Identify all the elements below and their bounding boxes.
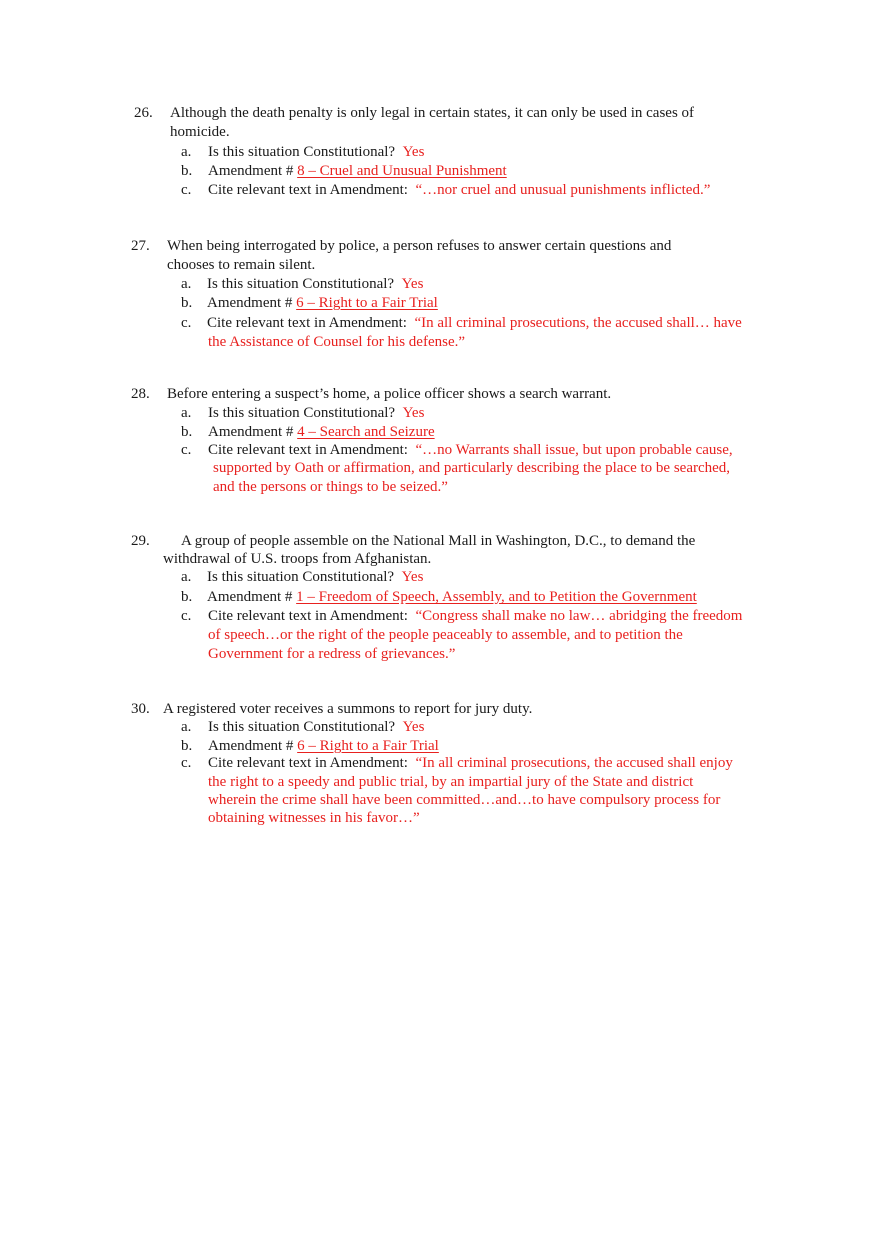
cite-answer-line: the Assistance of Counsel for his defense.” bbox=[208, 334, 466, 350]
item-b bbox=[207, 588, 697, 607]
constitutional-answer: Yes bbox=[401, 569, 424, 585]
cite-answer-line: “In all criminal prosecutions, the accused shall… have bbox=[414, 315, 742, 331]
amendment-answer: 6 – Right to a Fair Trial bbox=[296, 295, 438, 311]
question-text-line: Although the death penalty is only legal in certain states, it can only be used in cases of bbox=[170, 105, 695, 121]
item-b bbox=[207, 294, 438, 313]
cite-answer-line: of speech…or the right of the people peaceably to assemble, and to petition the bbox=[208, 627, 683, 643]
item-c bbox=[207, 314, 742, 333]
item-a-prompt: Is this situation Constitutional? bbox=[207, 569, 395, 585]
question-number: 30. bbox=[131, 701, 150, 717]
item-a-label: a. bbox=[181, 276, 192, 292]
cite-answer-line: “…nor cruel and unusual punishments inflicted.” bbox=[415, 182, 711, 198]
cite-answer-line: “Congress shall make no law… abridging the freedom bbox=[415, 608, 743, 624]
item-b-prompt: Amendment # bbox=[207, 295, 293, 311]
item-c-label: c. bbox=[181, 182, 192, 198]
question-number: 29. bbox=[131, 533, 150, 549]
item-b bbox=[208, 162, 507, 181]
item-b-prompt: Amendment # bbox=[207, 589, 293, 605]
item-a-label: a. bbox=[181, 144, 192, 160]
item-c bbox=[208, 181, 710, 200]
constitutional-answer: Yes bbox=[402, 405, 425, 421]
question-text-line: withdrawal of U.S. troops from Afghanistan. bbox=[163, 551, 432, 567]
item-b-label: b. bbox=[181, 295, 193, 311]
cite-answer-line: and the persons or things to be seized.” bbox=[213, 479, 448, 495]
question-number: 27. bbox=[131, 238, 150, 254]
item-b-label: b. bbox=[181, 424, 193, 440]
item-c-prompt: Cite relevant text in Amendment: bbox=[208, 755, 408, 771]
item-c bbox=[208, 441, 733, 460]
question-text-line: chooses to remain silent. bbox=[167, 257, 316, 273]
constitutional-answer: Yes bbox=[402, 144, 425, 160]
question-number: 28. bbox=[131, 386, 150, 402]
question-text-line: A group of people assemble on the National Mall in Washington, D.C., to demand the bbox=[181, 533, 696, 549]
amendment-answer: 4 – Search and Seizure bbox=[297, 424, 435, 440]
item-c-label: c. bbox=[181, 608, 192, 624]
cite-answer-line: the right to a speedy and public trial, by an impartial jury of the State and district bbox=[208, 774, 694, 790]
item-a-prompt: Is this situation Constitutional? bbox=[208, 144, 396, 160]
item-a-prompt: Is this situation Constitutional? bbox=[208, 719, 396, 735]
cite-answer-line: “In all criminal prosecutions, the accused shall enjoy bbox=[415, 755, 733, 771]
item-a bbox=[207, 568, 423, 587]
item-b-label: b. bbox=[181, 738, 193, 754]
question-text-line: A registered voter receives a summons to report for jury duty. bbox=[163, 701, 533, 717]
cite-answer-line: “…no Warrants shall issue, but upon probable cause, bbox=[415, 442, 733, 458]
item-a bbox=[208, 718, 424, 737]
item-c-prompt: Cite relevant text in Amendment: bbox=[207, 315, 407, 331]
question-number: 26. bbox=[134, 105, 153, 121]
item-b-prompt: Amendment # bbox=[208, 738, 294, 754]
item-a-label: a. bbox=[181, 719, 192, 735]
cite-answer-line: supported by Oath or affirmation, and particularly describing the place to be searched, bbox=[213, 460, 731, 476]
item-c-prompt: Cite relevant text in Amendment: bbox=[208, 182, 408, 198]
item-c bbox=[208, 754, 733, 773]
item-c bbox=[208, 607, 742, 626]
item-b-prompt: Amendment # bbox=[208, 163, 294, 179]
item-b bbox=[208, 423, 435, 442]
item-a bbox=[208, 404, 424, 423]
item-a bbox=[207, 275, 423, 294]
item-b-prompt: Amendment # bbox=[208, 424, 294, 440]
item-b-label: b. bbox=[181, 163, 193, 179]
amendment-answer: 6 – Right to a Fair Trial bbox=[297, 738, 439, 754]
cite-answer-line: wherein the crime shall have been committed…and…to have compulsory process for bbox=[208, 792, 721, 808]
constitutional-answer: Yes bbox=[402, 719, 425, 735]
question-text-line: Before entering a suspect’s home, a police officer shows a search warrant. bbox=[167, 386, 612, 402]
question-text-line: homicide. bbox=[170, 124, 230, 140]
item-a-prompt: Is this situation Constitutional? bbox=[207, 276, 395, 292]
item-b-label: b. bbox=[181, 589, 193, 605]
item-c-label: c. bbox=[181, 315, 192, 331]
item-a bbox=[208, 143, 424, 162]
cite-answer-line: obtaining witnesses in his favor…” bbox=[208, 810, 420, 826]
cite-answer-line: Government for a redress of grievances.” bbox=[208, 646, 456, 662]
item-a-label: a. bbox=[181, 569, 192, 585]
item-c-label: c. bbox=[181, 442, 192, 458]
constitutional-answer: Yes bbox=[401, 276, 424, 292]
item-c-prompt: Cite relevant text in Amendment: bbox=[208, 608, 408, 624]
item-c-prompt: Cite relevant text in Amendment: bbox=[208, 442, 408, 458]
question-text-line: When being interrogated by police, a person refuses to answer certain questions and bbox=[167, 238, 672, 254]
amendment-answer: 1 – Freedom of Speech, Assembly, and to Petition the Government bbox=[296, 589, 697, 605]
item-a-label: a. bbox=[181, 405, 192, 421]
item-c-label: c. bbox=[181, 755, 192, 771]
amendment-answer: 8 – Cruel and Unusual Punishment bbox=[297, 163, 507, 179]
item-a-prompt: Is this situation Constitutional? bbox=[208, 405, 396, 421]
